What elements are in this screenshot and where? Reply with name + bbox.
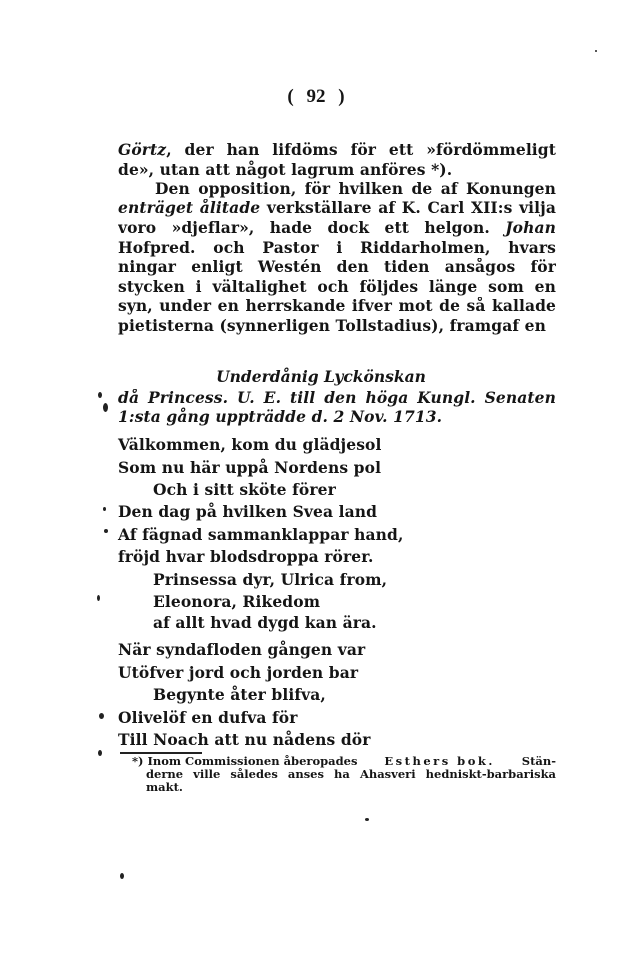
scan-speck	[104, 529, 108, 533]
scan-speck	[97, 595, 100, 601]
scan-speck	[98, 750, 102, 756]
footnote-line: derne ville således anses ha Ahasveri hedniskt-barbariska	[146, 768, 556, 781]
text: voro »djeflar», hade dock ett helgon.	[118, 219, 506, 237]
prose-line: de», utan att något lagrum anföres *).	[118, 160, 453, 179]
page-number: ( 92 )	[287, 86, 345, 107]
poem-line: Som nu här uppå Nordens pol	[118, 458, 382, 477]
scan-speck	[99, 713, 104, 719]
prose-line	[118, 219, 556, 237]
poem-subtitle: då Princess. U. E. till den höga Kungl. Senaten	[118, 389, 556, 407]
poem-line: Till Noach att nu nådens dör	[118, 730, 371, 749]
scan-speck	[120, 873, 124, 879]
footnote-line: makt.	[146, 780, 183, 794]
italic-name: Johan	[505, 219, 556, 237]
prose-line: Den opposition, för hvilken de af Konungen	[155, 180, 556, 198]
scan-speck	[103, 507, 106, 511]
scan-speck	[365, 818, 369, 821]
poem-line: Den dag på hvilken Svea land	[118, 502, 378, 521]
spaced-title: Esthers bok.	[384, 754, 495, 768]
poem-heading: Underdånig Lyckönskan	[216, 367, 426, 386]
prose-line: pietisterna (synnerligen Tollstadius), framgaf en	[118, 316, 546, 335]
prose-line: stycken i vältalighet och följdes länge som en	[118, 278, 556, 296]
poem-line: När syndafloden gången var	[118, 640, 366, 659]
footnote-line	[132, 755, 556, 768]
poem-line: Olivelöf en dufva för	[118, 708, 298, 727]
text: *) Inom Commissionen åberopades	[132, 754, 358, 768]
scan-speck	[103, 403, 108, 412]
poem-line: Prinsessa dyr, Ulrica from,	[153, 570, 388, 589]
prose-line: ningar enligt Westén den tiden ansågos för	[118, 258, 556, 276]
prose-line: syn, under en herrskande ifver mot de så kallade	[118, 297, 556, 315]
poem-line: Begynte åter blifva,	[153, 685, 326, 704]
text: Stän-	[521, 754, 556, 768]
prose-line	[118, 141, 556, 159]
poem-line: Och i sitt sköte förer	[153, 480, 336, 499]
prose-line	[118, 199, 556, 217]
text: verkställare af K. Carl XII:s vilja	[260, 199, 556, 217]
poem-line: af allt hvad dygd kan ära.	[153, 613, 377, 632]
poem-line: Eleonora, Rikedom	[153, 592, 321, 611]
italic-phrase: enträget ålitade	[118, 199, 261, 217]
poem-line: Af fägnad sammanklappar hand,	[118, 525, 404, 544]
poem-subtitle: 1:sta gång uppträdde d. 2 Nov. 1713.	[118, 407, 443, 426]
text: , der han lifdöms för ett »fördömmeligt	[166, 141, 556, 159]
poem-line: fröjd hvar blodsdroppa rörer.	[118, 547, 374, 566]
italic-name: Görtz	[118, 141, 167, 159]
poem-line: Välkommen, kom du glädjesol	[118, 435, 382, 454]
scan-speck	[595, 50, 597, 52]
poem-line: Utöfver jord och jorden bar	[118, 663, 359, 682]
scan-speck	[98, 392, 102, 398]
prose-line: Hofpred. och Pastor i Riddarholmen, hvars	[118, 239, 556, 257]
